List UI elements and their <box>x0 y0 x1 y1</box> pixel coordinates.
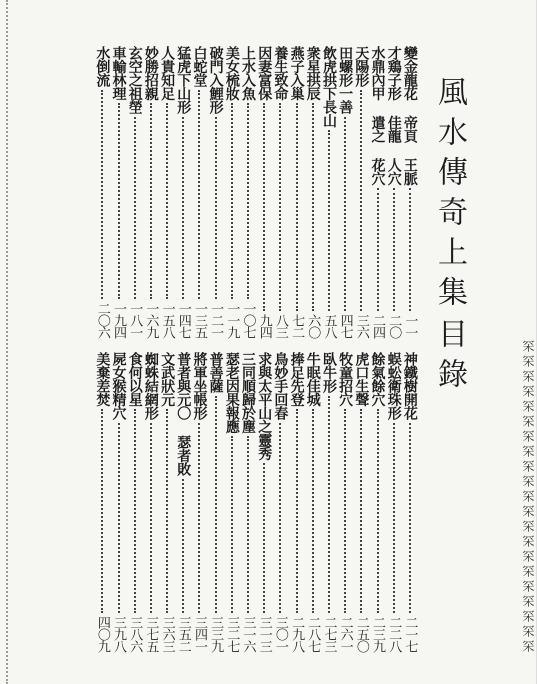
dot-leader <box>409 188 411 311</box>
dot-leader <box>377 409 379 613</box>
page-number: 一五八 <box>159 302 175 338</box>
chapter-title: 將軍坐帳形 <box>191 352 208 420</box>
chapter-title: 猛虎下山形 <box>175 46 192 114</box>
chapter-title: 上水入魚 <box>240 46 257 100</box>
dot-leader <box>409 423 411 614</box>
page-number: 一〇七 <box>240 302 256 338</box>
chapter-title: 車輸林理 <box>110 46 127 100</box>
dot-leader <box>101 90 103 300</box>
dot-leader <box>231 103 233 299</box>
toc-entry[interactable] <box>272 46 288 338</box>
page-number: 六〇 <box>305 314 321 338</box>
dot-leader <box>393 423 395 614</box>
chapter-title: 美棄差焚 <box>94 352 111 406</box>
dot-leader <box>166 103 168 299</box>
toc-entry[interactable] <box>321 352 337 652</box>
toc-entry[interactable] <box>143 46 159 338</box>
toc-entry[interactable] <box>337 352 353 652</box>
chapter-title: 美女梳妝 <box>223 46 240 100</box>
page-number: 一八一 <box>127 302 143 338</box>
chapter-title: 養生致命 <box>272 46 289 100</box>
chapter-title: 田螺形一善 <box>337 46 354 114</box>
dot-leader <box>312 103 314 311</box>
page-number: 三一六 <box>240 616 256 652</box>
chapter-title: 鳥妙手回春 <box>272 352 289 420</box>
page-number: 二七三 <box>321 616 337 652</box>
dot-leader <box>360 409 362 613</box>
decorative-border-pattern: 罙罙罙罙罙罙罙罙罙罙罙罙罙罙罙罙罙罙罙罙罙 <box>521 340 535 655</box>
toc-entry[interactable] <box>256 46 272 338</box>
page-number: 二五〇 <box>353 616 369 652</box>
dot-leader <box>247 103 249 299</box>
toc-entry[interactable] <box>353 46 369 338</box>
page-number: 一六九 <box>143 302 159 338</box>
toc-entry[interactable] <box>143 352 159 652</box>
volume-label: 上集 <box>432 236 467 316</box>
toc-entry[interactable] <box>159 46 175 338</box>
chapter-title: 玄空之祖塋 <box>126 46 143 114</box>
toc-entry[interactable] <box>240 352 256 652</box>
toc-entry[interactable] <box>159 352 175 652</box>
chapter-title: 水倒流 <box>94 46 111 87</box>
dot-leader <box>198 423 200 614</box>
page-number: 三九八 <box>111 616 127 652</box>
toc-entry[interactable] <box>321 46 337 338</box>
toc-entry[interactable] <box>127 352 143 652</box>
dot-leader <box>296 103 298 311</box>
page-number: 三六三 <box>159 616 175 652</box>
page-number: 七二 <box>289 314 305 338</box>
chapter-title: 變金龍花 帝頁 王脈 <box>401 46 418 185</box>
page-number: 一一九 <box>224 302 240 338</box>
page-number: 四〇九 <box>94 616 110 652</box>
chapter-title: 求與太平山之靈秀 <box>256 352 273 460</box>
page-number: 三二七 <box>224 616 240 652</box>
chapter-title: 蜈蚣衛珠形 <box>385 352 402 420</box>
chapter-title: 因妻富保 <box>256 46 273 100</box>
book-title-text: 風水傳奇 <box>432 76 467 236</box>
page-number: 一二一 <box>208 302 224 338</box>
dot-leader <box>263 103 265 311</box>
toc-entry[interactable] <box>272 352 288 652</box>
chapter-title: 牧童招穴 <box>337 352 354 406</box>
chapter-title: 白蛇堂 <box>191 46 208 87</box>
toc-entry[interactable] <box>305 352 321 652</box>
dot-leader <box>344 409 346 613</box>
page-number: 三四一 <box>191 616 207 652</box>
chapter-title: 神鐵樹開花 <box>401 352 418 420</box>
dot-leader <box>101 409 103 613</box>
chapter-title: 燕子入巢 <box>288 46 305 100</box>
chapter-title: 破門入鯉形 <box>207 46 224 114</box>
toc-entry[interactable] <box>224 352 240 652</box>
dot-leader <box>328 130 330 311</box>
dot-leader <box>344 117 346 312</box>
toc-entry[interactable] <box>175 46 191 338</box>
chapter-title: 妙勝招親 <box>142 46 159 100</box>
page-number: 一四七 <box>175 302 191 338</box>
chapter-title: 屍女猴精穴 <box>110 352 127 420</box>
dot-leader <box>312 409 314 613</box>
dot-leader <box>231 436 233 613</box>
chapter-title: 文武狀元 <box>159 352 176 406</box>
dot-leader <box>182 479 184 614</box>
chapter-title: 蜘蛛結網形 <box>142 352 159 420</box>
chapter-title: 普善薩 <box>207 352 224 393</box>
page-number: 三一三 <box>256 616 272 652</box>
dot-leader <box>166 409 168 613</box>
page-number: 一一 <box>402 314 418 338</box>
toc-entry[interactable] <box>224 46 240 338</box>
toc-top-block <box>62 46 418 338</box>
dot-leader <box>215 117 217 300</box>
page-number: 二〇六 <box>94 302 110 338</box>
dot-leader <box>328 396 330 614</box>
page-number: 二〇 <box>386 314 402 338</box>
toc-entry[interactable] <box>369 352 385 652</box>
toc-entry[interactable] <box>305 46 321 338</box>
chapter-title: 餘氣餘穴 <box>369 352 386 406</box>
page-number: 二六一 <box>337 616 353 652</box>
section-heading: 目錄 <box>432 318 467 398</box>
chapter-title: 捧足先登 <box>288 352 305 406</box>
toc-entry[interactable] <box>386 46 402 338</box>
toc-entry[interactable] <box>94 352 110 652</box>
page-number: 二九八 <box>289 616 305 652</box>
page-number: 二二八 <box>386 616 402 652</box>
toc-entry[interactable] <box>386 352 402 652</box>
dot-leader <box>393 188 395 311</box>
chapter-title: 臥牛形 <box>320 352 337 393</box>
dot-leader <box>279 103 281 311</box>
dot-leader <box>263 463 265 613</box>
toc-entry[interactable] <box>240 46 256 338</box>
dot-leader <box>198 90 200 300</box>
toc-entry[interactable] <box>110 46 126 338</box>
toc-entry[interactable] <box>369 46 385 338</box>
page-number: 三三九 <box>208 616 224 652</box>
toc-entry[interactable] <box>402 46 418 338</box>
page-number: 三六 <box>353 314 369 338</box>
toc-entry[interactable] <box>191 352 207 652</box>
toc-entry[interactable] <box>94 46 110 338</box>
chapter-title: 牛眠佳城 <box>304 352 321 406</box>
chapter-title: 飲虎拱下長山 <box>320 46 337 127</box>
chapter-title: 普者與元〇 瑟者敗 <box>175 352 192 476</box>
page-number: 二一七 <box>402 616 418 652</box>
page-number: 三〇一 <box>272 616 288 652</box>
decorative-border <box>522 340 534 670</box>
toc-entry[interactable] <box>127 46 143 338</box>
toc-entry[interactable] <box>110 352 126 652</box>
toc-entry[interactable] <box>175 352 191 652</box>
dot-leader <box>134 409 136 613</box>
dot-leader <box>182 117 184 300</box>
dot-leader <box>360 90 362 312</box>
chapter-title: 人貴知足 <box>159 46 176 100</box>
page-number: 二八七 <box>305 616 321 652</box>
chapter-title: 食何以星 <box>126 352 143 406</box>
page-number: 九四 <box>256 314 272 338</box>
toc-entry[interactable] <box>191 46 207 338</box>
page-number: 三五二 <box>175 616 191 652</box>
chapter-title: 水鼎內甲 遣之 花穴 <box>369 46 386 185</box>
toc-entry[interactable] <box>208 46 224 338</box>
dot-leader <box>150 103 152 299</box>
dot-leader <box>134 117 136 300</box>
page-number: 二三九 <box>370 616 386 652</box>
page-number: 一九四 <box>111 302 127 338</box>
dot-leader <box>118 423 120 614</box>
toc-entry[interactable] <box>208 352 224 652</box>
dot-leader <box>150 423 152 614</box>
page-number: 三八六 <box>127 616 143 652</box>
dot-leader <box>118 103 120 299</box>
dot-leader <box>296 409 298 613</box>
dot-leader <box>215 396 217 614</box>
page-number: 一三五 <box>191 302 207 338</box>
chapter-title: 衆星拱辰 <box>304 46 321 100</box>
page-number: 三七五 <box>143 616 159 652</box>
page-number: 二四 <box>370 314 386 338</box>
dot-leader <box>247 436 249 613</box>
book-title <box>432 76 466 316</box>
chapter-title: 天陽形 <box>353 46 370 87</box>
binding-edge <box>6 0 8 684</box>
toc-entry[interactable] <box>353 352 369 652</box>
toc-entry[interactable] <box>337 46 353 338</box>
toc-entry[interactable] <box>289 46 305 338</box>
page-number: 五八 <box>321 314 337 338</box>
page-number: 四七 <box>337 314 353 338</box>
toc-entry[interactable] <box>402 352 418 652</box>
toc-bottom-block <box>62 352 418 652</box>
page-number: 八三 <box>272 314 288 338</box>
dot-leader <box>377 188 379 311</box>
chapter-title: 三同順歸於塵 <box>240 352 257 433</box>
toc-entry[interactable] <box>256 352 272 652</box>
toc-entry[interactable] <box>289 352 305 652</box>
chapter-title: 才鶏子形 佳龍 人穴 <box>385 46 402 185</box>
chapter-title: 瑟老因果報應 <box>223 352 240 433</box>
chapter-title: 虎口生聲 <box>353 352 370 406</box>
dot-leader <box>279 423 281 614</box>
